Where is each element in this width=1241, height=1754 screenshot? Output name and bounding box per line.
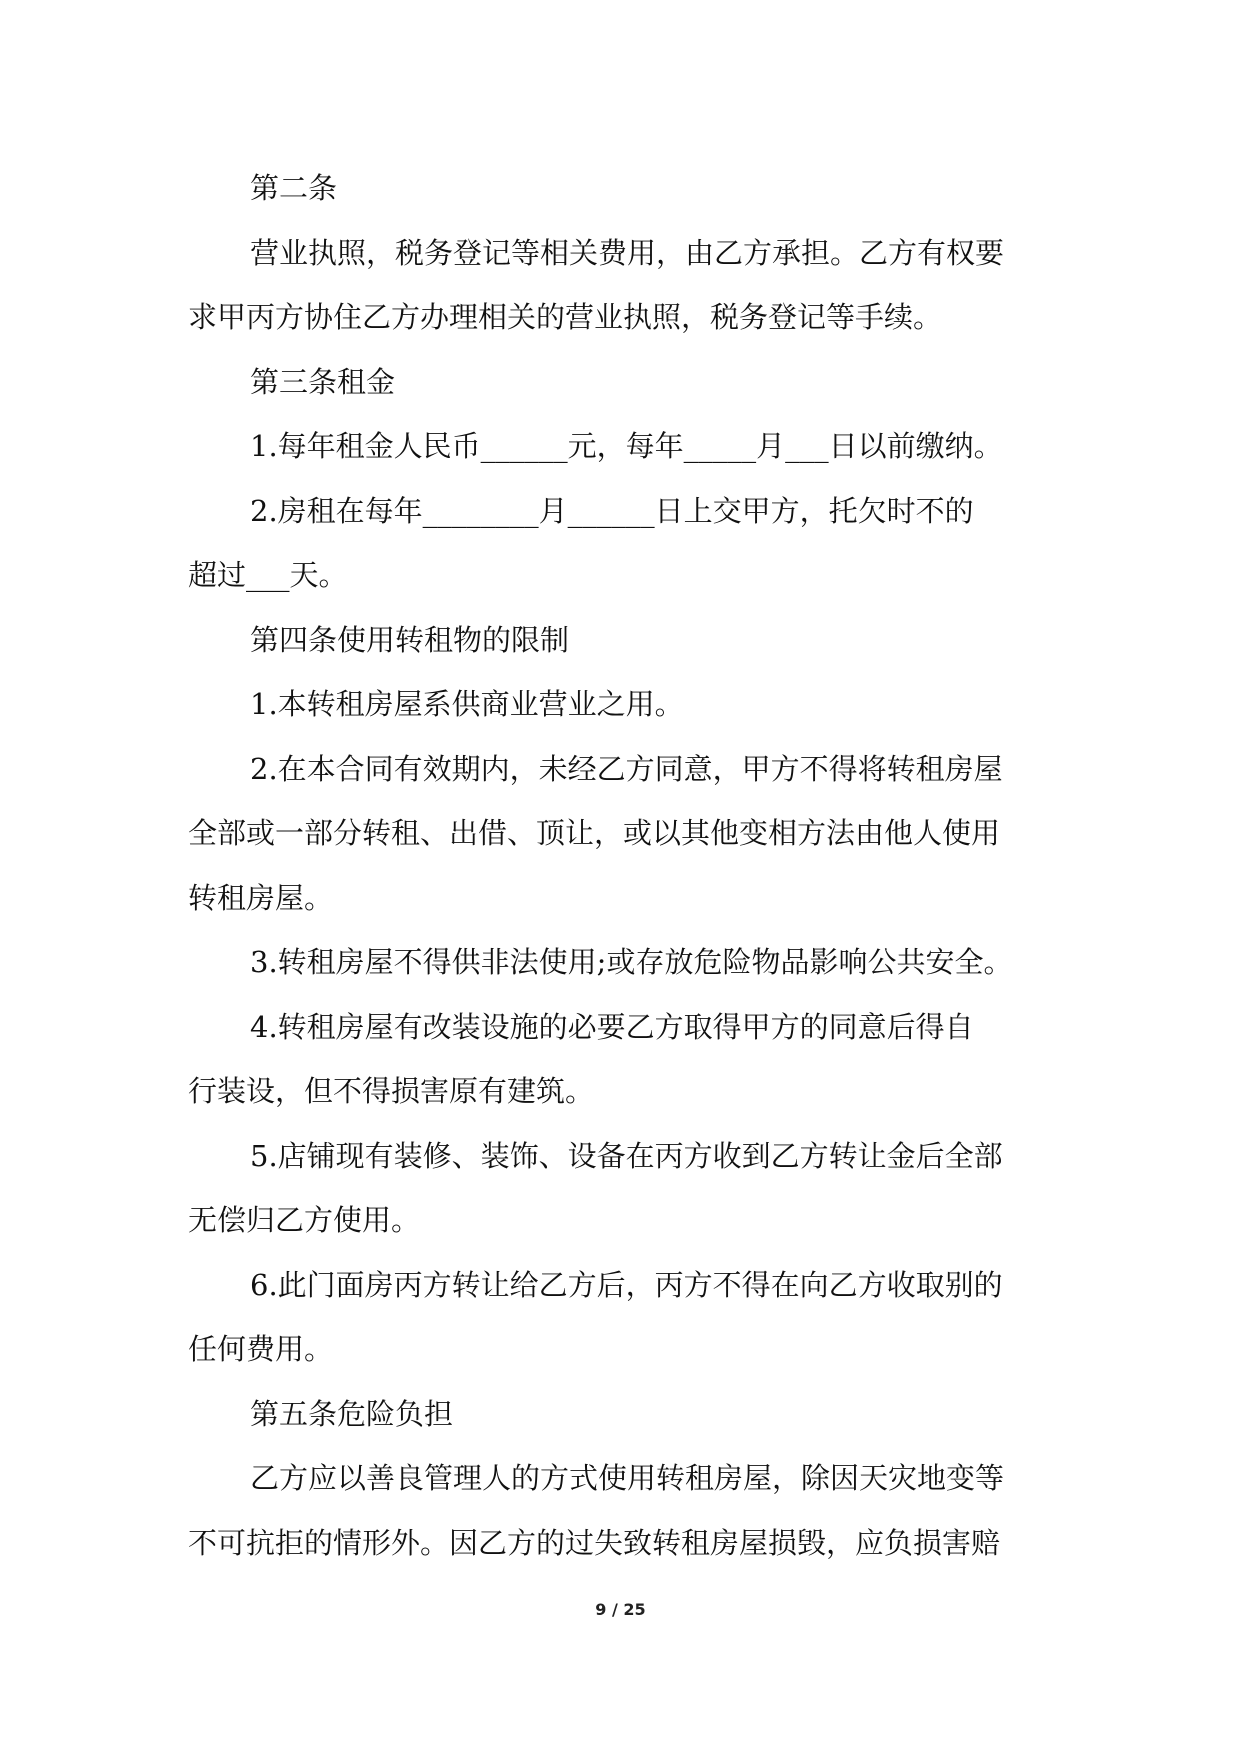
text-line: 乙方应以善良管理人的方式使用转租房屋，除因天灾地变等 — [250, 1461, 1005, 1495]
text-line: 第四条使用转租物的限制 — [250, 622, 570, 657]
text-line: 任何费用。 — [188, 1332, 334, 1366]
text-line: 营业执照，税务登记等相关费用，由乙方承担。乙方有权要 — [250, 235, 1005, 270]
text-line: 第三条租金 — [250, 364, 396, 399]
text-line: 3.转租房屋不得供非法使用;或存放危险物品影响公共安全。 — [250, 945, 1013, 979]
text-line: 5.店铺现有装修、装饰、设备在丙方收到乙方转让金后全部 — [250, 1138, 1003, 1173]
text-line: 6.此门面房丙方转让给乙方后，丙方不得在向乙方收取别的 — [250, 1267, 1003, 1302]
text-line: 1.每年租金人民币______元，每年_____月___日以前缴纳。 — [250, 429, 1003, 463]
text-line: 超过___天。 — [188, 558, 348, 592]
document-body — [188, 156, 1058, 1575]
text-line: 不可抗拒的情形外。因乙方的过失致转租房屋损毁，应负损害赔 — [188, 1525, 1001, 1560]
page-number: 9 / 25 — [595, 1600, 646, 1619]
text-line: 2.房租在每年________月______日上交甲方，托欠时不的 — [250, 493, 974, 528]
text-line: 全部或一部分转租、出借、顶让，或以其他变相方法由他人使用 — [188, 816, 1001, 850]
text-line: 行装设，但不得损害原有建筑。 — [188, 1074, 595, 1108]
text-line: 第二条 — [250, 171, 338, 205]
text-line: 第五条危险负担 — [250, 1396, 454, 1431]
text-line: 1.本转租房屋系供商业营业之用。 — [250, 687, 684, 721]
text-line: 无偿归乙方使用。 — [188, 1203, 421, 1237]
text-line: 2.在本合同有效期内，未经乙方同意，甲方不得将转租房屋 — [250, 751, 1003, 786]
text-line: 求甲丙方协住乙方办理相关的营业执照，税务登记等手续。 — [188, 300, 943, 334]
text-line: 转租房屋。 — [188, 880, 334, 915]
text-line: 4.转租房屋有改装设施的必要乙方取得甲方的同意后得自 — [250, 1009, 974, 1044]
